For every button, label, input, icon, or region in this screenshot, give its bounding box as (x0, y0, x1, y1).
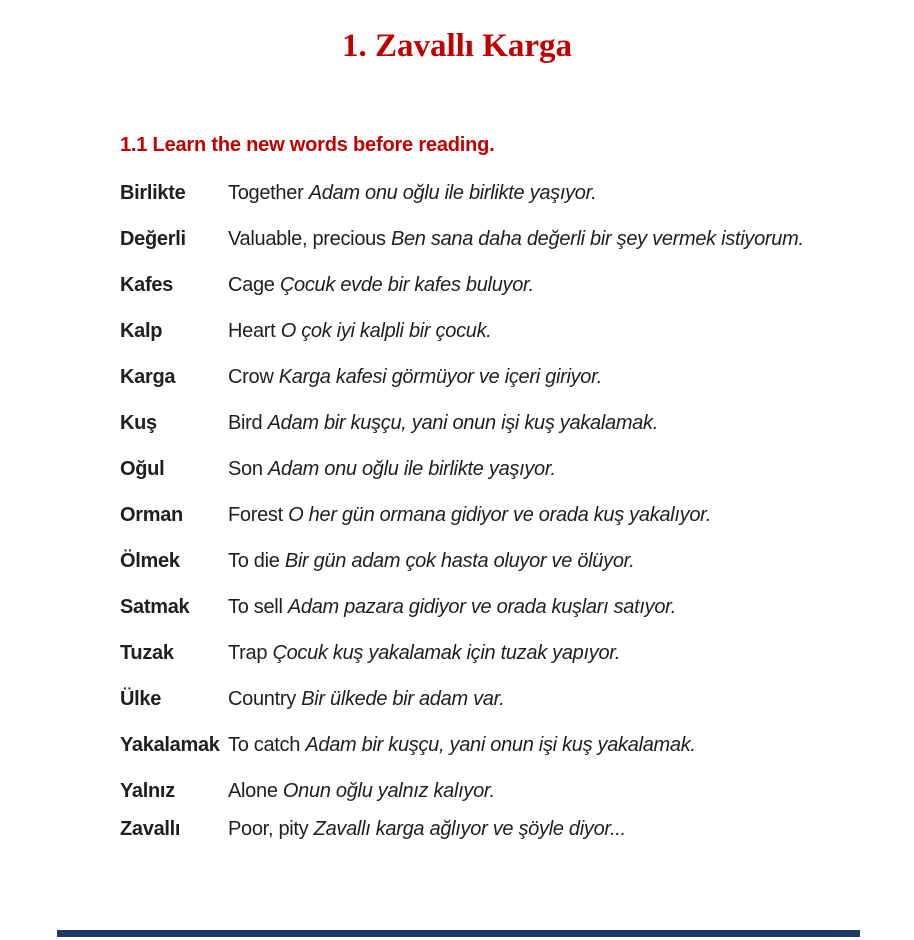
vocab-meaning: Cage (228, 274, 275, 296)
vocab-definition (228, 642, 874, 665)
section-heading: 1.1 Learn the new words before reading. (120, 134, 495, 156)
vocab-row (120, 366, 874, 412)
vocab-definition (228, 688, 874, 711)
vocab-row (120, 734, 874, 780)
vocab-word: Değerli (120, 228, 186, 250)
vocab-word: Kuş (120, 412, 157, 434)
vocab-example: Bir gün adam çok hasta oluyor ve ölüyor. (284, 550, 635, 572)
page-title: 1. Zavallı Karga (341, 28, 573, 64)
vocab-meaning: Trap (228, 642, 268, 664)
vocab-row (120, 274, 874, 320)
vocab-meaning: Alone (228, 780, 278, 802)
vocab-meaning: Poor, pity (228, 818, 309, 840)
vocab-row (120, 688, 874, 734)
vocab-definition (228, 366, 874, 389)
vocab-definition (228, 550, 874, 573)
vocab-example: Çocuk evde bir kafes buluyor. (279, 274, 534, 296)
vocab-definition (228, 458, 874, 481)
vocab-word: Tuzak (120, 642, 174, 664)
vocab-example: Çocuk kuş yakalamak için tuzak yapıyor. (272, 642, 621, 664)
vocab-definition (228, 228, 874, 251)
document-page (0, 26, 914, 940)
vocab-word: Ölmek (120, 550, 180, 572)
vocab-word: Kalp (120, 320, 163, 342)
vocab-row (120, 182, 874, 228)
vocab-meaning: Forest (228, 504, 283, 526)
vocab-example: Karga kafesi görmüyor ve içeri giriyor. (278, 366, 602, 388)
vocabulary-list (120, 182, 874, 864)
vocab-example: O çok iyi kalpli bir çocuk. (280, 320, 492, 342)
vocab-meaning: To sell (228, 596, 283, 618)
vocab-word: Oğul (120, 458, 165, 480)
vocab-example: Ben sana daha değerli bir şey vermek istiyorum. (390, 228, 804, 250)
vocab-example: Adam onu oğlu ile birlikte yaşıyor. (267, 458, 556, 480)
vocab-definition (228, 780, 874, 803)
vocab-word: Yakalamak (120, 734, 220, 756)
vocab-definition (228, 182, 874, 205)
vocab-example: Adam onu oğlu ile birlikte yaşıyor. (308, 182, 597, 204)
vocab-meaning: Valuable, precious (228, 228, 386, 250)
vocab-definition (228, 734, 874, 757)
vocab-definition (228, 274, 874, 297)
vocab-meaning: Country (228, 688, 296, 710)
vocab-meaning: Heart (228, 320, 276, 342)
vocab-definition (228, 504, 874, 527)
vocab-meaning: To die (228, 550, 280, 572)
vocab-word: Yalnız (120, 780, 175, 802)
vocab-row (120, 642, 874, 688)
vocab-word: Karga (120, 366, 176, 388)
vocab-definition (228, 412, 874, 435)
footer-divider-bar (57, 930, 860, 937)
vocab-word: Zavallı (120, 818, 181, 840)
vocab-example: Zavallı karga ağlıyor ve şöyle diyor... (313, 818, 626, 840)
vocab-meaning: Together (228, 182, 304, 204)
vocab-row (120, 320, 874, 366)
vocab-word: Satmak (120, 596, 190, 618)
vocab-definition (228, 596, 874, 619)
vocab-word: Orman (120, 504, 183, 526)
vocab-word: Birlikte (120, 182, 186, 204)
vocab-meaning: Son (228, 458, 263, 480)
vocab-row (120, 818, 874, 864)
vocab-example: Bir ülkede bir adam var. (301, 688, 505, 710)
vocab-definition (228, 320, 874, 343)
vocab-example: Adam pazara gidiyor ve orada kuşları satıyor. (287, 596, 677, 618)
vocab-row (120, 504, 874, 550)
vocab-example: Adam bir kuşçu, yani onun işi kuş yakalamak. (305, 734, 696, 756)
vocab-meaning: To catch (228, 734, 301, 756)
vocab-word: Kafes (120, 274, 173, 296)
vocab-row (120, 412, 874, 458)
vocab-word: Ülke (120, 688, 162, 710)
vocab-example: Adam bir kuşçu, yani onun işi kuş yakalamak. (267, 412, 658, 434)
vocab-row (120, 596, 874, 642)
vocab-example: O her gün ormana gidiyor ve orada kuş yakalıyor. (288, 504, 712, 526)
vocab-definition (228, 818, 874, 841)
vocab-row (120, 458, 874, 504)
vocab-example: Onun oğlu yalnız kalıyor. (282, 780, 495, 802)
vocab-meaning: Bird (228, 412, 263, 434)
vocab-meaning: Crow (228, 366, 274, 388)
vocab-row (120, 228, 874, 274)
vocab-row (120, 550, 874, 596)
